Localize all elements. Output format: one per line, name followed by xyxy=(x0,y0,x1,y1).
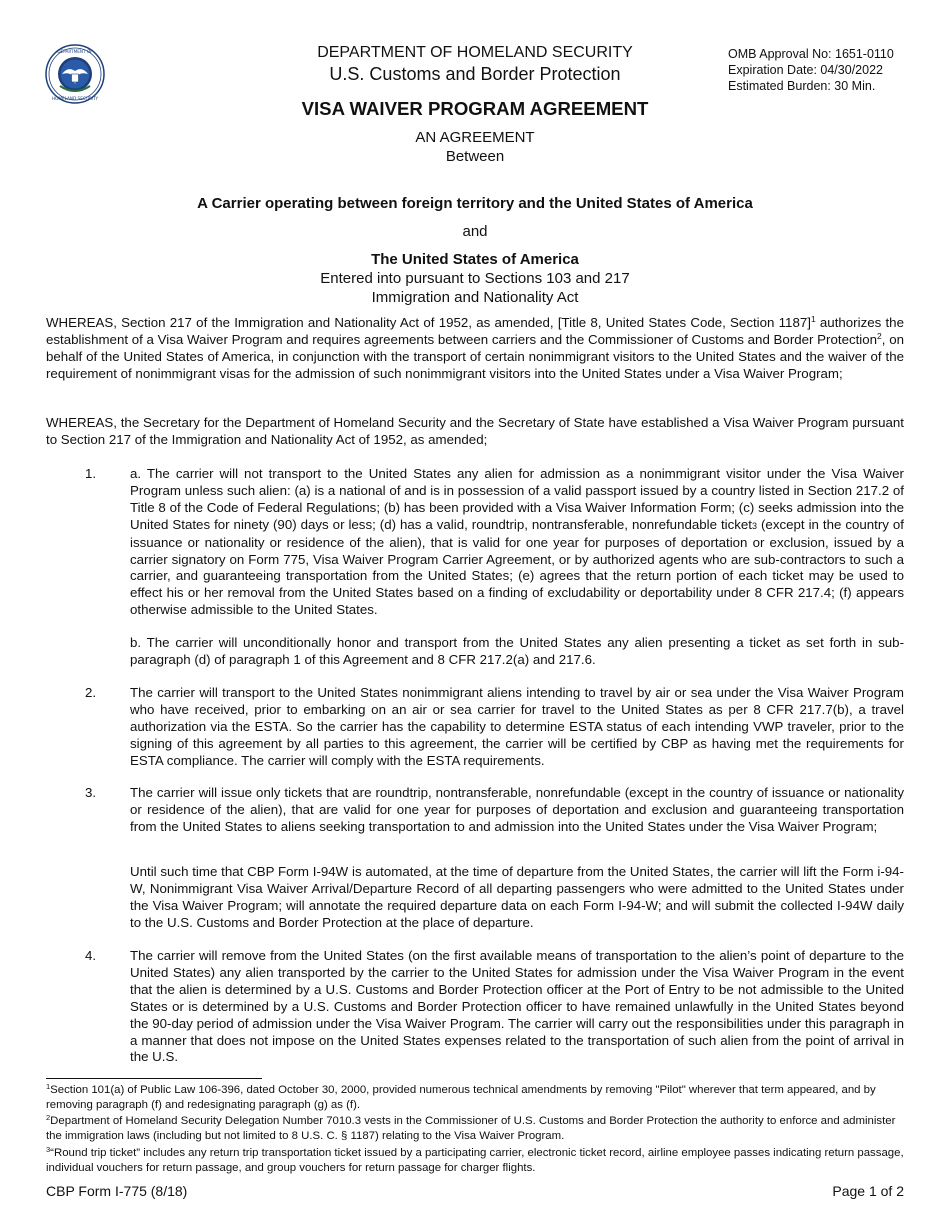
footnote-1: $^1$Section 101(a) of Public Law 106-396, dated October 30, 2000, provided numerous technical amendments by removing "Pilot" wherever that term appeared, and by removing paragraph (f) and redesignating paragraph (g) as (f). xyxy=(46,1082,876,1112)
omb-approval: OMB Approval No: 1651-0110 xyxy=(728,47,894,61)
item-1b-text: b. The carrier will unconditionally honor and transport from the United States any alien presenting a ticket as set forth in sub-paragraph (d) of paragraph 1 of this Agreement and 8 CFR 217.2(a) and 217.6. xyxy=(130,635,904,667)
item-3-text: The carrier will issue only tickets that are roundtrip, nontransferable, nonrefundable (except in the country of issuance or nationality or residence of the alien), that are valid for one year for purposes of deportation and exclusion and guaranteeing transportation from the United States to aliens seeking transportation to and admission into the United States under the Visa Waiver Program; xyxy=(130,785,904,834)
estimated-burden: Estimated Burden: 30 Min. xyxy=(728,79,876,93)
whereas-paragraph-1: WHEREAS, Section 217 of the Immigration and Nationality Act of 1952, as amended, [Title 8, United States Code, Section 1187]$^1$ authorizes the establishment of a Visa Waiver Program and requires agreements between carriers and the Commissioner of Customs and Border Protection$^2$, on behalf of the United States of America, in conjunction with the transport of certain nonimmigrant visitors to the United States and the waiver of the requirement of nonimmigrant visas for the admission of such nonimmigrant visitors into the United States under a Visa Waiver Program; xyxy=(46,314,904,381)
entered-pursuant-line-1: Entered into pursuant to Sections 103 and 217 xyxy=(320,270,630,287)
party-usa: The United States of America xyxy=(371,251,579,268)
expiration-date: Expiration Date: 04/30/2022 xyxy=(728,63,883,77)
entered-pursuant-line-2: Immigration and Nationality Act xyxy=(371,289,579,306)
party-carrier: A Carrier operating between foreign territory and the United States of America xyxy=(197,195,753,212)
item-1a-text: a. The carrier will not transport to the United States any alien for admission as a nonimmigrant visitor under the Visa Waiver Program unless such alien: (a) is a national of and is in possession of a valid passport issued by a country listed in Section 217.2 of Title 8 of the Code of Federal Regulations; (b) has been provided with a Visa Waiver Information Form; (c) seeks admission into the United States for ninety (90) days or less; (d) has a valid, roundtrip, nontransferable, nonrefundable ticket3 (except in the country of issuance or nationality or residence of the alien), that is valid for one year for purposes of deportation or exclusion, issued by a carrier signatory on Form 775, Visa Waiver Program Carrier Agreement, or by authorized agents who are sub-contractors to such a carrier, and guaranteeing transportation from the United States; (e) agrees that the return portion of each ticket may be used to effect his or her removal from the United States based on a finding of excludability or deportability under 8 CFR 217.4; (f) appears otherwise admissible to the United States. xyxy=(130,466,905,618)
footnote-ref-1: 1 xyxy=(810,314,816,324)
dhs-seal-icon xyxy=(45,44,105,104)
whereas-paragraph-2: WHEREAS, the Secretary for the Department of Homeland Security and the Secretary of State have established a Visa Waiver Program pursuant to Section 217 of the Immigration and Nationality Act of 1952, as amended; xyxy=(46,415,904,447)
footnote-ref-3: 3 xyxy=(752,520,758,531)
form-number: CBP Form I-775 (8/18) xyxy=(46,1183,188,1199)
footnote-3: $^3$“Round trip ticket” includes any return trip transportation ticket issued by a participating carrier, electronic ticket record, airline employee passes indicating return passage, individual vouchers for return passage, and group vouchers for return passage for charger flights. xyxy=(46,1145,904,1175)
item-4-number: 4. xyxy=(85,948,97,963)
omb-info xyxy=(728,46,894,94)
seal-text-bottom: HOMELAND SECURITY xyxy=(51,96,99,101)
seal-text-top: DEPARTMENT OF xyxy=(57,49,93,54)
item-2-number: 2. xyxy=(85,685,97,700)
footnote-2: $^2$Department of Homeland Security Delegation Number 7010.3 vests in the Commissioner of U.S. Customs and Border Protection the authority to enforce and administer the immigration laws (including but not limited to 8 U.S. C. § 1187) relating to the Visa Waiver Program. xyxy=(46,1113,896,1143)
and-text: and xyxy=(462,223,488,240)
item-4-text: The carrier will remove from the United States (on the first available means of transportation to the alien’s point of departure to the United States) any alien transported by the carrier to the United States for admission under the Visa Waiver Program in the event that the alien is determined by a U.S. Customs and Border Protection officer at the Port of Entry to be not admissible to the United States or is determined by a U.S. Customs and Border Protection officer to have remained unlawfully in the United States beyond the 90-day period of admission under the Visa Waiver Program. The carrier will carry out the responsibilities under this paragraph in a manner that does not impose on the United States expenses related to the transportation of such alien from the point of arrival in the U.S. xyxy=(130,948,904,1065)
department-name: DEPARTMENT OF HOMELAND SECURITY xyxy=(317,44,633,61)
footnote-ref-2: 2 xyxy=(877,330,882,341)
document-title: VISA WAIVER PROGRAM AGREEMENT xyxy=(301,98,649,119)
footnote-divider xyxy=(46,1078,262,1079)
agreement-line-2: Between xyxy=(445,148,505,165)
agency-name: U.S. Customs and Border Protection xyxy=(329,64,621,84)
item-3-number: 3. xyxy=(85,785,97,800)
page-number: Page 1 of 2 xyxy=(832,1183,904,1199)
item-1-number: 1. xyxy=(85,466,97,481)
agreement-line-1: AN AGREEMENT xyxy=(415,129,535,146)
item-3-text-2: Until such time that CBP Form I-94W is automated, at the time of departure from the United States, the carrier will lift the Form i-94-W, Nonimmigrant Visa Waiver Arrival/Departure Record of all departing passengers who were admitted to the United States under the Visa Waiver Program; will annotate the required departure data on each Form I-94-W; and will submit the collected I-94W daily to the U.S. Customs and Border Protection at the place of departure. xyxy=(130,864,904,930)
item-2-text: The carrier will transport to the United States nonimmigrant aliens intending to travel by air or sea under the Visa Waiver Program who have received, prior to embarking on an air or sea carrier for travel to the United States as per 8 CFR 217.7(b), a travel authorization via the ESTA. So the carrier has the capability to determine ESTA status of each intending VWP traveler, prior to the signing of this agreement by all parties to this agreement, the carrier will be certified by CBP as having met the requirements for ESTA compliance. The carrier will comply with the ESTA requirements. xyxy=(130,685,904,768)
